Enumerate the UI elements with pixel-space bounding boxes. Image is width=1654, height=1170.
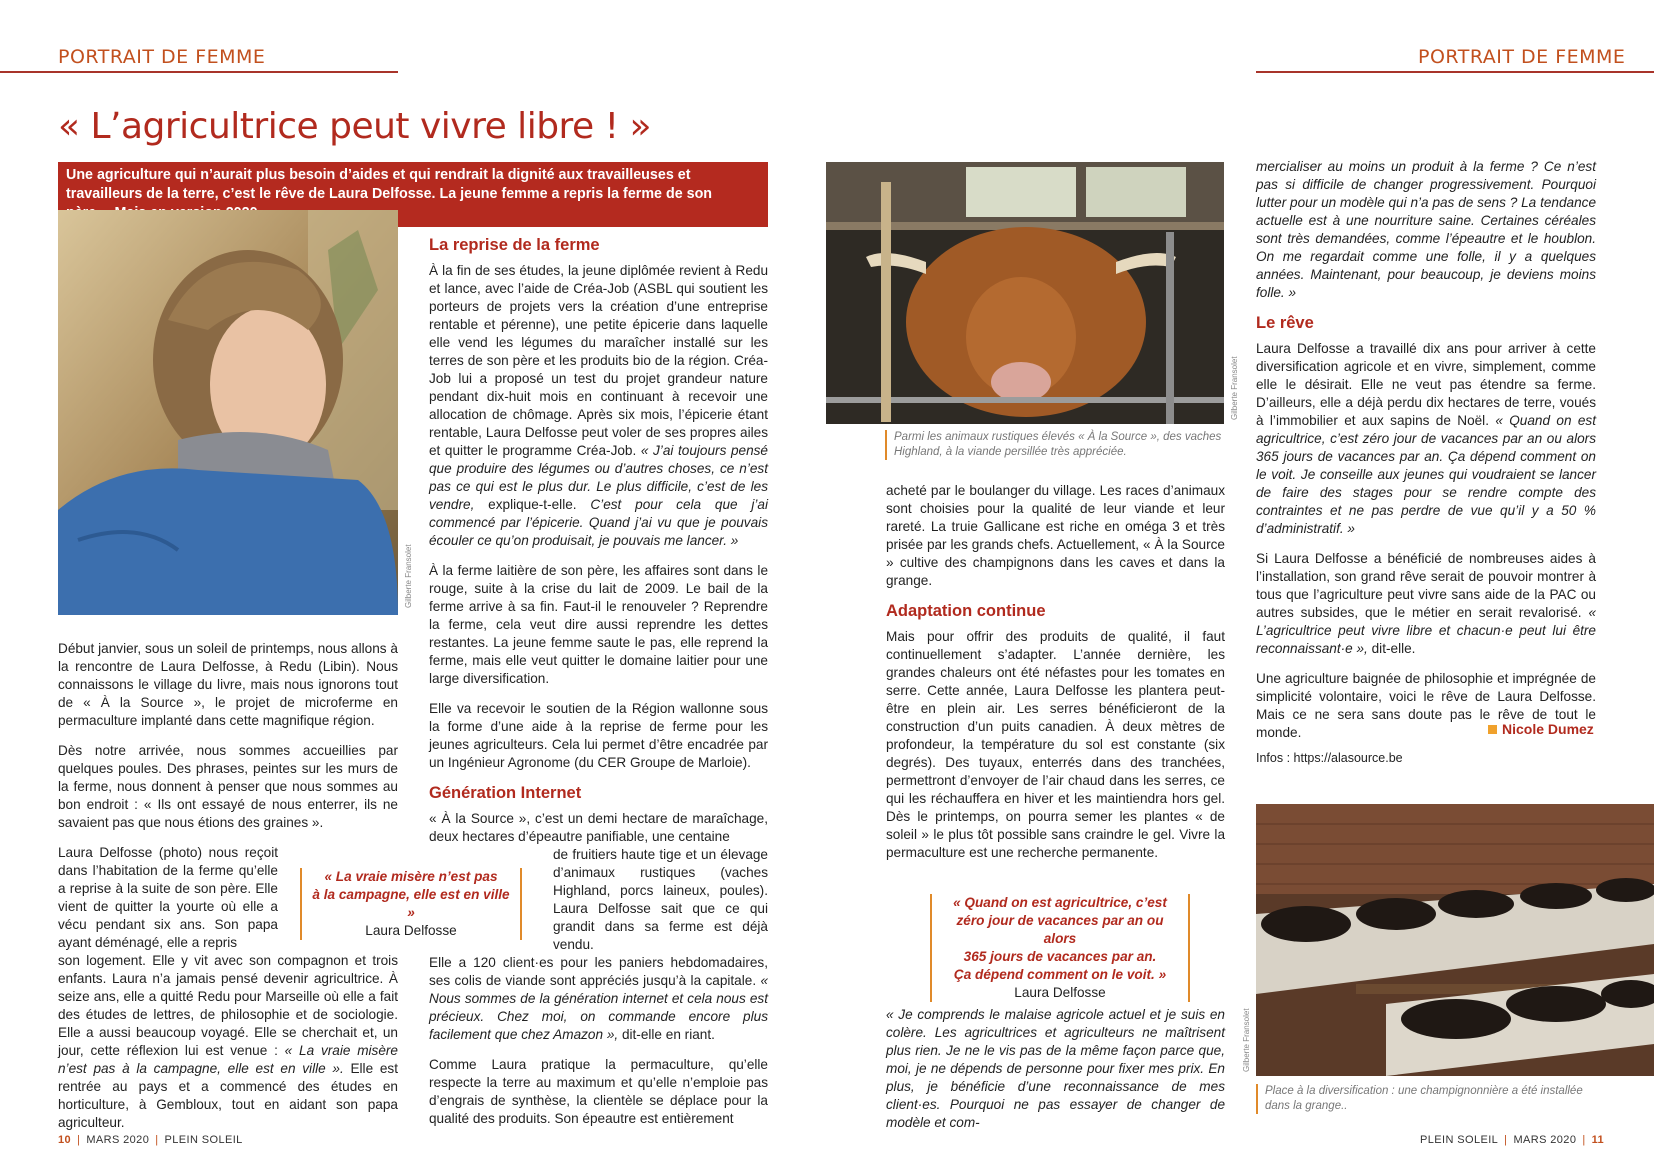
col2-paragraph-1-quote: « J’ai toujours pensé que produire des légumes ou d’autres choses, ce n’est pas ce qui est le plus dur. Le plus difficile, c’est de les vendre, xyxy=(429,443,768,512)
col2-paragraph-4b: de fruitiers haute tige et un élevage d’animaux rustiques (vaches Highland, porcs laineux, poules). Laura Delfosse sait que ce qui grandit dans sa ferme est déjà vendu. xyxy=(553,847,768,952)
pull-quote-2-line-2: zéro jour de vacances par an ou alors xyxy=(956,913,1164,946)
heading-le-reve: Le rêve xyxy=(1256,314,1314,332)
col1-paragraph-3b-end: Elle est rentrée au pays et a commencé des études en horticulture, à Gembloux, tout en aidant son papa agriculteur. xyxy=(58,1061,398,1130)
col4-paragraph-3-quote: « L’agricultrice peut vivre libre et chacun·e peut lui être reconnaissant·e », xyxy=(1256,605,1596,656)
section-rule-right xyxy=(1256,71,1654,73)
heading-reprise-ferme: La reprise de la ferme xyxy=(429,236,600,254)
col4-paragraph-2 xyxy=(1256,340,1596,538)
photo-credit-mushroom: Gilberte Fransolet xyxy=(1242,1008,1251,1072)
section-label-right: PORTRAIT DE FEMME xyxy=(1418,46,1626,68)
column-3 xyxy=(886,482,1225,862)
footer-publication-right: PLEIN SOLEIL xyxy=(1420,1134,1499,1146)
footer-date-left: MARS 2020 xyxy=(86,1134,150,1146)
col1-paragraph-2: Dès notre arrivée, nous sommes accueillies par quelques poules. Des phrases, peintes sur les murs de la ferme, nous donnent à penser que nous sommes au bon endroit : « Ils ont essayé de nous enterrer, ils ne savaient pas que nous étions des graines ». xyxy=(58,743,398,830)
col4-paragraph-3-text: Si Laura Delfosse a bénéficié de nombreuses aides à l’installation, son grand rêve serait de pouvoir montrer à tous que l’agriculture peut vivre sans aide de la PAC ou autres subsides, que le métier en serait revalorisé. xyxy=(1256,551,1596,620)
footer-left: 10 | MARS 2020 | PLEIN SOLEIL xyxy=(58,1134,243,1146)
col2-paragraph-5: Comme Laura pratique la permaculture, qu’elle respecte la terre au maximum et qu’elle n’emploie pas d’engrais de synthèse, la clientèle se déplace pour la qualité des produits. Son épeautre est entièrement xyxy=(429,1057,768,1126)
heading-generation-internet: Génération Internet xyxy=(429,784,582,802)
col2-paragraph-4c xyxy=(429,954,768,1044)
col4-paragraph-1-quote: mercialiser au moins un produit à la ferme ? Ce n’est pas si difficile de changer progressivement. Pourquoi lutter pour un modèle qui n’a pas de sens ? La tendance actuelle est à une nourriture saine. Certaines céréales sont très demandées, comme l’épeautre et le houblon. On me regardait comme une folle, il y a quelques années. Maintenant, pour beaucoup, je deviens moins folle. » xyxy=(1256,159,1596,300)
col4-paragraph-1 xyxy=(1256,158,1596,302)
col4-paragraph-2-text: Laura Delfosse a travaillé dix ans pour arriver à cette diversification agricole et en vivre, simplement, comme elle le désirait. Elle ne veut pas étendre sa ferme. D’ailleurs, elle a déjà perdu dix hectares de terre, voués à l’immobilier et aux sapins de Noël. xyxy=(1256,341,1596,428)
col2-paragraph-4a: « À la Source », c’est un demi hectare de maraîchage, deux hectares d’épeautre panifiable, une centaine xyxy=(429,811,768,844)
footer-publication-left: PLEIN SOLEIL xyxy=(164,1134,243,1146)
column-3-end xyxy=(886,1006,1225,1132)
photo-credit-cow: Gilberte Fransolet xyxy=(1230,356,1239,420)
page-number-left: 10 xyxy=(58,1134,72,1146)
col4-paragraph-2-quote: « Quand on est agricultrice, c’est zéro jour de vacances par an ou alors 365 jours de vacances par an. Ça dépend comment on le voit. Je conseille aux jeunes qui voudraient se lancer de faire des stages pour se rendre compte des contraintes et ne pas perdre de vue qu’il y a 50 % d’administratif. » xyxy=(1256,413,1596,536)
section-rule-left xyxy=(0,71,398,73)
mushroom-farm-photo xyxy=(1256,804,1654,1076)
col4-paragraph-3 xyxy=(1256,550,1596,658)
col3-paragraph-3 xyxy=(886,1006,1225,1132)
pull-quote-1-attribution: Laura Delfosse xyxy=(365,923,457,938)
pull-quote-2 xyxy=(930,894,1190,1002)
caption-cow: Parmi les animaux rustiques élevés « À la Source », des vaches Highland, à la viande persillée très appréciée. xyxy=(885,430,1225,460)
pull-quote-1-line-2: à la campagne, elle est en ville » xyxy=(312,887,510,920)
info-link: Infos : https://alasource.be xyxy=(1256,751,1403,765)
col2-paragraph-1-quote-2: C’est pour cela que j’ai commencé par l’épicerie. Quand j’ai vu que je pouvais écouler ce qu’on produisait, je pouvais me lancer. » xyxy=(429,497,768,548)
section-label-left: PORTRAIT DE FEMME xyxy=(58,46,266,68)
footer-right: PLEIN SOLEIL | MARS 2020 | 11 xyxy=(1420,1134,1605,1146)
pull-quote-2-line-3: 365 jours de vacances par an. xyxy=(963,949,1157,964)
pull-quote-2-line-1: « Quand on est agricultrice, c’est xyxy=(953,895,1167,910)
col2-paragraph-1-mid: explique-t-elle. xyxy=(474,497,591,512)
col3-paragraph-3-quote: « Je comprends le malaise agricole actuel et je suis en colère. Les agricultrices et agriculteurs ne maîtrisent plus rien. Je ne le vis pas de la même façon parce que, moi, je ne dépends de personne pour fixer mes prix. En plus, je bénéficie d’une reconnaissance de mes client·es. Pourquoi ne pas essayer de changer de modèle et com- xyxy=(886,1007,1225,1130)
col1-paragraph-3b xyxy=(58,952,398,1132)
col2-paragraph-1 xyxy=(429,262,768,550)
photo-credit-portrait: Gilberte Fransolet xyxy=(404,544,413,608)
portrait-photo xyxy=(58,210,398,615)
heading-adaptation-continue: Adaptation continue xyxy=(886,602,1046,620)
col2-paragraph-3: Elle va recevoir le soutien de la Région wallonne sous la forme d’une aide à la reprise de ferme pour les jeunes agriculteurs. Cela lui permet d’être encadrée par un Ingénieur Agronome (du CER Groupe de Marloie). xyxy=(429,701,768,770)
pull-quote-2-line-4: Ça dépend comment on le voit. » xyxy=(953,967,1167,982)
column-2 xyxy=(429,234,768,1128)
col2-paragraph-2: À la ferme laitière de son père, les affaires sont dans le rouge, suite à la crise du lait de 2009. Le bail de la ferme arrive à sa fin. Faut-il le renouveler ? Reprendre la ferme, cela veut dire aussi reprendre les dettes restantes. La jeune femme saute le pas, elle reprend la ferme, mais elle veut quitter le domaine laitier pour une large diversification. xyxy=(429,563,768,686)
col2-paragraph-4c-end: dit-elle en riant. xyxy=(618,1027,715,1042)
col1-paragraph-3: Laura Delfosse (photo) nous reçoit dans l’habitation de la ferme qu’elle a reprise à la suite de son père. Elle vient de quitter la yourte où elle a vécu pendant six ans. Son papa ayant déménagé, elle a repris xyxy=(58,845,278,950)
pull-quote-2-attribution: Laura Delfosse xyxy=(1014,985,1106,1000)
col2-paragraph-4c-text: Elle a 120 client·es pour les paniers hebdomadaires, ses colis de viande sont appréciés jusqu’à la capitale. xyxy=(429,955,768,988)
col1-paragraph-3b-text: son logement. Elle y vit avec son compagnon et trois enfants. Laura n’a jamais pensé devenir agricultrice. À seize ans, elle a quitté Redu pour Marseille où elle a fait des études de lettres, de philosophie et de sociologie. Elle a aussi beaucoup voyagé. Elle se cherchait et, un jour, cette réflexion lui est venue : xyxy=(58,953,398,1058)
author-name: Nicole Dumez xyxy=(1502,721,1594,737)
caption-mushroom: Place à la diversification : une champignonnière a été installée dans la grange.. xyxy=(1256,1084,1596,1114)
article-intro: Une agriculture qui n’aurait plus besoin d’aides et qui rendrait la dignité aux travailleuses et travailleurs de la terre, c’est le rêve de Laura Delfosse. La jeune femme a repris la ferme de son xyxy=(58,162,768,227)
col1-paragraph-1: Début janvier, sous un soleil de printemps, nous allons à la rencontre de Laura Delfosse, à Redu (Libin). Nous connaissons le village du livre, mais nous ignorons tout de « À la Source », le projet de microferme en permaculture implanté dans cette magnifique région. xyxy=(58,641,398,728)
author-signature xyxy=(1488,721,1594,737)
col3-paragraph-2: Mais pour offrir des produits de qualité, il faut continuellement s’adapter. L’année dernière, les grandes chaleurs ont été néfastes pour les tomates en serre. Cette année, Laura Delfosse les plantera peut-être en plein air. Les serres bénéficieront de la construction d’un puits canadien. À deux mètres de profondeur, la température du sol est constante (six degrés). Des tuyaux, enterrés dans des tranchées, permettront d’envoyer de l’air chaud dans les serres, ce qui les réchauffera en hiver et les maintiendra hors gel. Dès le printemps, on pourra semer les plantes « de soleil » le plus tôt possible sans craindre le gel. Vivre la permaculture est une recherche permanente. xyxy=(886,629,1225,860)
col3-paragraph-1: acheté par le boulanger du village. Les races d’animaux sont choisies pour la qualité de leur viande et leur rareté. La truie Gallicane est riche en oméga 3 et très prisée par les grands chefs. Actuellement, « À la Source » cultive des champignons dans les caves et dans la grange. xyxy=(886,483,1225,588)
col4-paragraph-4: Une agriculture baignée de philosophie et imprégnée de simplicité volontaire, voici le rêve de Laura Delfosse. Mais ce ne sera sans doute pas le rêve de tout le monde. xyxy=(1256,671,1596,740)
page-number-right: 11 xyxy=(1591,1134,1605,1146)
col4-paragraph-3-end: dit-elle. xyxy=(1367,641,1416,656)
footer-date-right: MARS 2020 xyxy=(1513,1134,1577,1146)
article-title: « L’agricultrice peut vivre libre ! » xyxy=(58,106,652,147)
author-square-icon xyxy=(1488,725,1497,734)
col1-paragraph-3b-quote: « La vraie misère n’est pas à la campagne, elle est en ville ». xyxy=(58,1043,398,1076)
col2-paragraph-4c-quote: « Nous sommes de la génération internet et cela nous est précieux. Chez moi, on commande encore plus facilement que chez Amazon », xyxy=(429,973,768,1042)
col2-paragraph-1-text: À la fin de ses études, la jeune diplômée revient à Redu et lance, avec l’aide de Créa-Job (ASBL qui soutient les porteurs de projets vers la création d’une entreprise rentable et pérenne), une petite épicerie dans laquelle elle vend les légumes du maraîcher installé sur les terres de son père et les produits bio de la région. Créa-Job lui a proposé un test du projet grandeur nature pendant dix-huit mois en continuant à recevoir une allocation de chômage. Après six mois, l’épicerie étant rentable, Laura Delfosse peut voler de ses propres ailes et quitter le programme Créa-Job. xyxy=(429,263,768,458)
column-4 xyxy=(1256,158,1596,742)
pull-quote-1-line-1: « La vraie misère n’est pas xyxy=(324,869,498,884)
highland-cow-photo xyxy=(826,162,1224,424)
